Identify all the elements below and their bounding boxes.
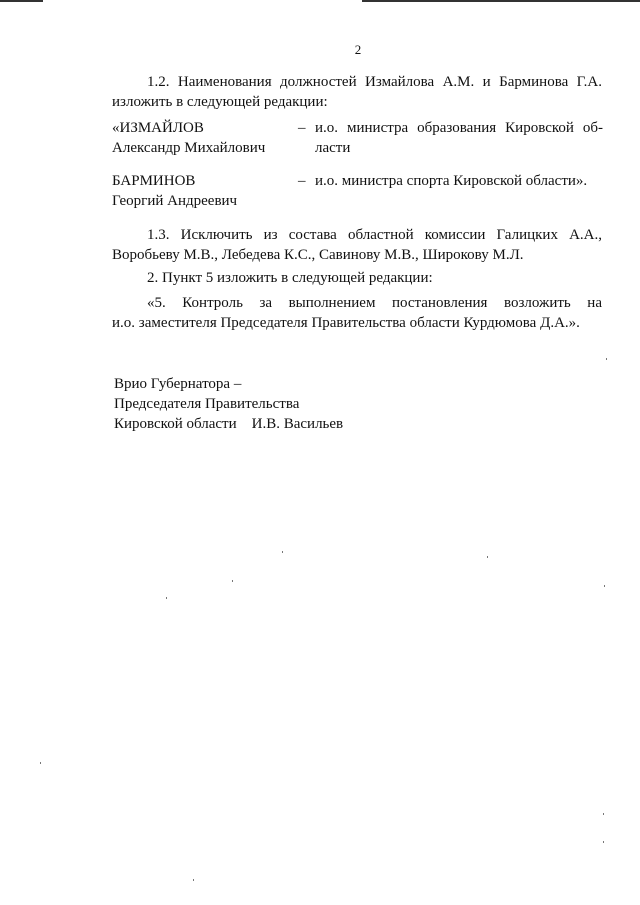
- person-position-line-1: и.о. министра спорта Кировской области».: [315, 173, 588, 189]
- scan-speck: [606, 358, 607, 360]
- person-position-line-2: ласти: [315, 140, 351, 156]
- person-position: [315, 171, 603, 191]
- signature-line-1: Врио Губернатора –: [114, 376, 242, 392]
- signature-line-2: Председателя Правительства: [114, 396, 300, 412]
- person-given-names: Георгий Андреевич: [112, 193, 238, 209]
- paragraph-1-2-line-1: 1.2. Наименования должностей Измайлова А.М. и Барминова Г.А.: [147, 74, 602, 90]
- scan-speck: [232, 580, 233, 582]
- person-entry-barminov: [112, 171, 602, 215]
- person-entry-izmailov: [112, 118, 602, 162]
- person-surname: «ИЗМАЙЛОВ: [112, 120, 204, 136]
- scan-speck: [166, 597, 167, 599]
- scan-speck: [603, 813, 604, 815]
- scan-speck: [282, 551, 283, 553]
- scan-speck: [603, 841, 604, 843]
- paragraph-2-line-1: 2. Пункт 5 изложить в следующей редакции:: [147, 270, 433, 286]
- paragraph-5-quote-line-1: «5. Контроль за выполнением постановления возложить на: [147, 295, 602, 311]
- paragraph-1-3: [112, 225, 602, 265]
- person-position: [315, 118, 603, 158]
- paragraph-1-2-line-2: изложить в следующей редакции:: [112, 94, 328, 110]
- top-rule-right: [362, 0, 640, 2]
- person-surname: БАРМИНОВ: [112, 173, 196, 189]
- signature-line-3: Кировской области И.В. Васильев: [114, 416, 344, 432]
- person-given-names: Александр Михайлович: [112, 140, 266, 156]
- scan-speck: [193, 879, 194, 881]
- signature-block: [114, 374, 414, 434]
- person-dash: –: [298, 173, 306, 189]
- top-rule-left: [0, 0, 43, 2]
- paragraph-1-2: [112, 72, 602, 112]
- paragraph-2: [112, 268, 602, 288]
- scan-speck: [604, 585, 605, 587]
- page-number: 2: [354, 42, 362, 57]
- scan-speck: [487, 556, 488, 558]
- person-name: [112, 118, 287, 158]
- person-dash: –: [298, 120, 306, 136]
- scan-speck: [40, 762, 41, 764]
- person-position-line-1: и.о. министра образования Кировской об-: [315, 120, 603, 136]
- paragraph-5-quote-line-2: и.о. заместителя Председателя Правительства области Курдюмова Д.А.».: [112, 315, 580, 331]
- person-name: [112, 171, 287, 211]
- paragraph-1-3-line-2: Воробьеву М.В., Лебедева К.С., Савинову М.В., Широкову М.Л.: [112, 247, 524, 263]
- paragraph-1-3-line-1: 1.3. Исключить из состава областной комиссии Галицких А.А.,: [147, 227, 602, 243]
- paragraph-5-quote: [112, 293, 602, 333]
